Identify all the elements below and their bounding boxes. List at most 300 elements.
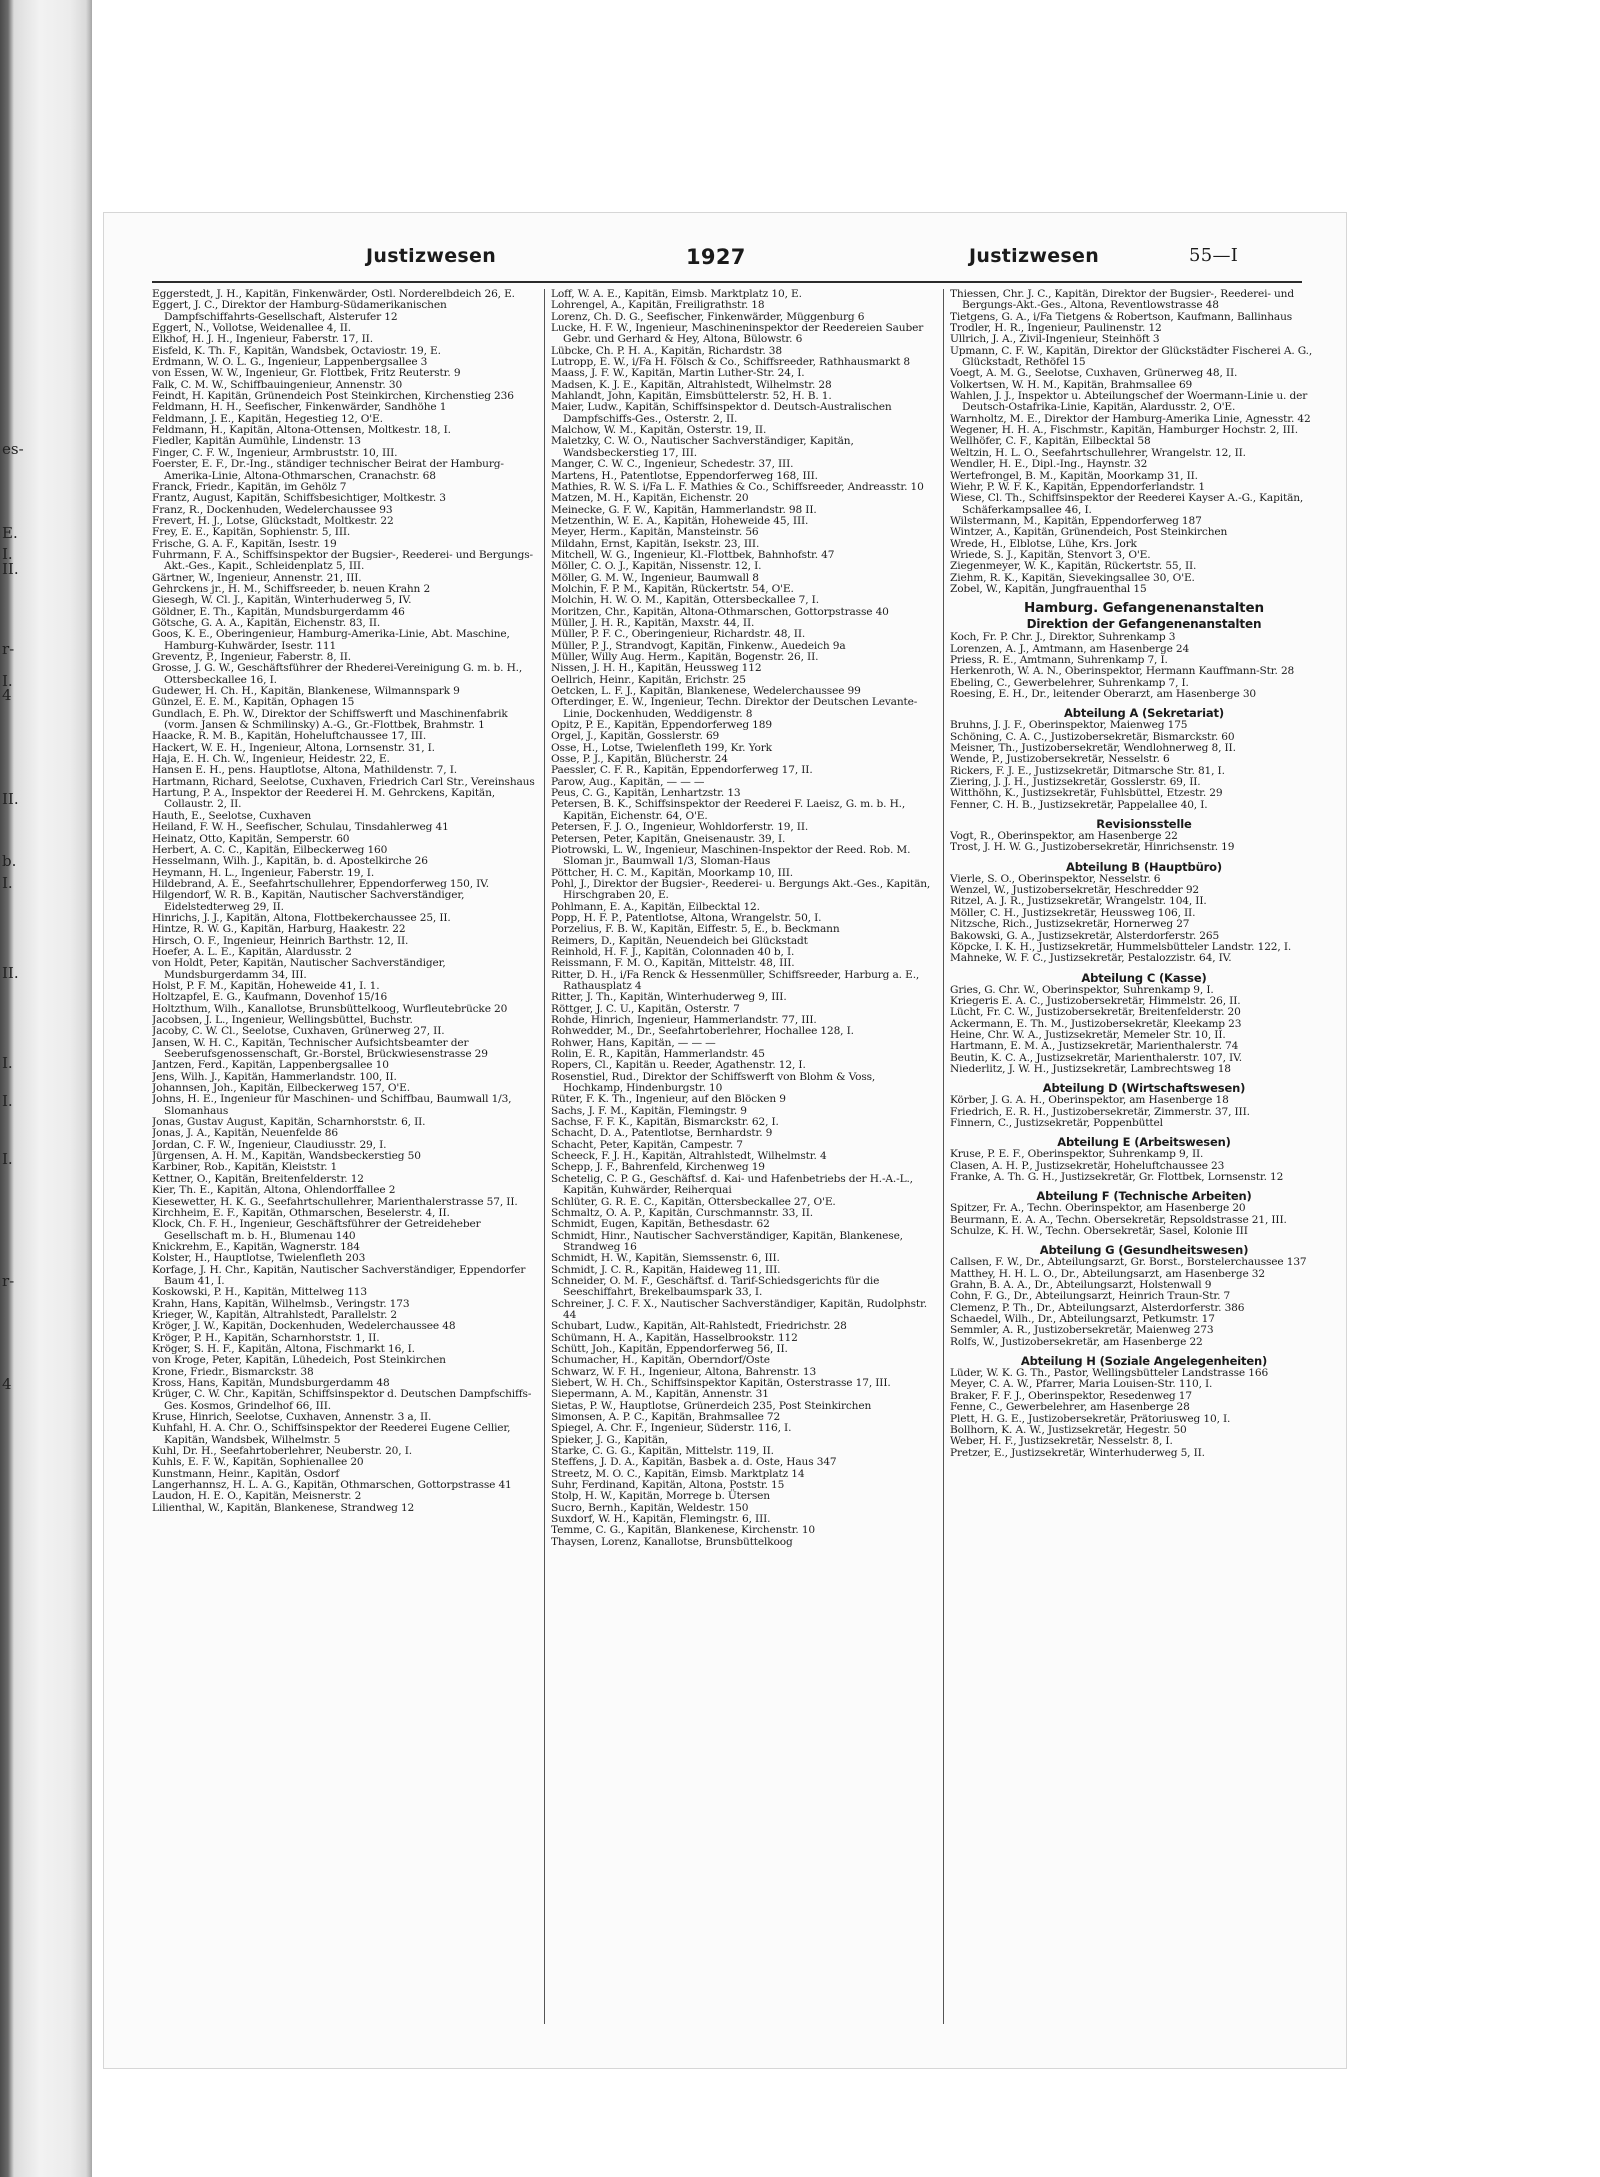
column-1	[152, 289, 536, 1514]
directory-entry: Warnholtz, M. E., Direktor der Hamburg-Amerika Linie, Agnesstr. 42	[950, 412, 1311, 425]
directory-entry: von Essen, W. W., Ingenieur, Gr. Flottbek, Fritz Reuterstr. 9	[152, 367, 461, 380]
directory-entry: Molchin, F. P. M., Kapitän, Rückertstr. 54, O'E.	[551, 582, 794, 595]
directory-entry: Foerster, E. F., Dr.-Ing., ständiger technischer Beirat der Hamburg-Amerika-Linie, Altona-Othmarschen, Cranachstr. 68	[152, 458, 504, 482]
directory-entry: Lucke, H. F. W., Ingenieur, Maschineninspektor der Reedereien Sauber Gebr. und Gerhard & Hey, Altona, Bülowstr. 6	[551, 322, 924, 346]
directory-entry: Hartmann, E. M. A., Justizsekretär, Marienthalerstr. 74	[950, 1040, 1239, 1053]
directory-entry: Schmaltz, O. A. P., Kapitän, Curschmannstr. 33, II.	[551, 1206, 813, 1219]
directory-entry: Siepermann, A. M., Kapitän, Annenstr. 31	[551, 1388, 769, 1401]
section-heading: Abteilung H (Soziale Angelegenheiten)	[1020, 1354, 1268, 1369]
directory-entry: Reimers, D., Kapitän, Neuendeich bei Glückstadt	[551, 934, 808, 947]
directory-entry: Osse, H., Lotse, Twielenfleth 199, Kr. York	[551, 741, 772, 754]
directory-entry: Krone, Friedr., Bismarckstr. 38	[152, 1365, 314, 1378]
column-divider	[943, 289, 944, 2024]
directory-entry: Tietgens, G. A., i/Fa Tietgens & Robertson, Kaufmann, Ballinhaus	[950, 310, 1293, 323]
directory-entry: Loff, W. A. E., Kapitän, Eimsb. Marktplatz 10, E.	[551, 289, 802, 300]
directory-entry: Reissmann, F. M. O., Kapitän, Mittelstr. 48, III.	[551, 957, 795, 970]
directory-entry: Finger, C. F. W., Ingenieur, Armbruststr. 10, III.	[152, 446, 398, 459]
directory-entry: Greventz, P., Ingenieur, Faberstr. 8, II.	[152, 651, 351, 663]
directory-entry: Holtzthum, Wilh., Kanallotse, Brunsbüttelkoog, Wurfleutebrücke 20	[152, 1002, 508, 1015]
directory-entry: Göldner, E. Th., Kapitän, Mundsburgerdamm 46	[152, 605, 405, 618]
directory-entry: Krüger, C. W. Chr., Kapitän, Schiffsinspektor d. Deutschen Dampfschiffs-Ges. Kosmos, Grindelhof 66, III.	[152, 1388, 532, 1412]
directory-entry: Scheeck, F. J. H., Kapitän, Altrahlstedt, Wilhelmstr. 4	[551, 1150, 827, 1163]
column-2	[551, 289, 935, 1548]
directory-entry: Heinatz, Otto, Kapitän, Semperstr. 60	[152, 832, 350, 845]
directory-entry: Eggert, N., Vollotse, Weidenallee 4, II.	[152, 322, 351, 335]
directory-entry: Heymann, H. L., Ingenieur, Faberstr. 19, I.	[152, 866, 375, 879]
directory-entry: Körber, J. G. A. H., Oberinspektor, am Hasenberge 18	[950, 1094, 1229, 1107]
directory-entry: Priess, R. E., Amtmann, Suhrenkamp 7, I.	[950, 653, 1168, 666]
directory-entry: Klock, Ch. F. H., Ingenieur, Geschäftsführer der Getreideheber Gesellschaft m. b. H., Blumenau 140	[152, 1218, 481, 1242]
directory-entry: Karbiner, Rob., Kapitän, Kleiststr. 1	[152, 1161, 338, 1174]
margin-mark: b.	[2, 852, 17, 870]
directory-entry: Fuhrmann, F. A., Schiffsinspektor der Bugsier-, Reederei- und Bergungs-Akt.-Ges., Kapit., Schleidenplatz 5, III.	[152, 548, 533, 573]
directory-entry: Hintze, R. W. G., Kapitän, Harburg, Haakestr. 22	[152, 923, 406, 936]
directory-entry: Ropers, Cl., Kapitän u. Reeder, Agathenstr. 12, I.	[551, 1059, 806, 1072]
directory-entry: Schlüter, G. R. E. C., Kapitän, Ottersbeckallee 27, O'E.	[551, 1195, 836, 1208]
directory-entry: Krahn, Hans, Kapitän, Wilhelmsb., Veringstr. 173	[152, 1297, 410, 1310]
section-heading: Direktion der Gefangenenanstalten	[1026, 617, 1262, 632]
directory-entry: Opitz, P. E., Kapitän, Eppendorferweg 189	[551, 719, 772, 732]
directory-entry: Starke, C. G. G., Kapitän, Mittelstr. 119, II.	[551, 1445, 774, 1458]
margin-mark: II.	[2, 964, 19, 982]
directory-entry: Petersen, B. K., Schiffsinspektor der Reederei F. Laeisz, G. m. b. H., Kapitän, Eichenstr. 64, O'E.	[551, 798, 906, 822]
directory-entry: Thaysen, Lorenz, Kanallotse, Brunsbüttelkoog	[551, 1535, 793, 1548]
directory-entry: Sietas, P. W., Hauptlotse, Grünerdeich 235, Post Steinkirchen	[551, 1399, 872, 1412]
directory-entry: Haacke, R. M. B., Kapitän, Hoheluftchaussee 17, III.	[152, 730, 427, 743]
directory-entry: Spiegel, A. Chr. F., Ingenieur, Süderstr. 116, I.	[551, 1422, 792, 1435]
directory-entry: Jantzen, Ferd., Kapitän, Lappenbergsallee 10	[152, 1059, 389, 1072]
directory-entry: Schaedel, Wilh., Dr., Abteilungsarzt, Petkumstr. 17	[950, 1313, 1215, 1326]
directory-entry: Ullrich, J. A., Zivil-Ingenieur, Steinhöft 3	[950, 333, 1160, 346]
directory-entry: Hilgendorf, W. R. B., Kapitän, Nautischer Sachverständiger, Eidelstedterweg 29, II.	[152, 889, 465, 913]
directory-entry: Pöttcher, H. C. M., Kapitän, Moorkamp 10, III.	[551, 866, 794, 879]
directory-entry: Johannsen, Joh., Kapitän, Eilbeckerweg 157, O'E.	[152, 1082, 410, 1095]
directory-entry: Ziehm, R. K., Kapitän, Sievekingsallee 30, O'E.	[950, 571, 1195, 584]
directory-entry: Schümann, H. A., Kapitän, Hasselbrookstr. 112	[551, 1331, 798, 1344]
directory-entry: Bruhns, J. J. F., Oberinspektor, Maienweg 175	[950, 719, 1188, 732]
directory-entry: Köpcke, I. K. H., Justizsekretär, Hummelsbütteler Landstr. 122, I.	[950, 940, 1292, 953]
directory-entry: Malchow, W. M., Kapitän, Osterstr. 19, II.	[551, 424, 767, 437]
directory-entry: Rüter, F. K. Th., Ingenieur, auf den Blöcken 9	[551, 1093, 786, 1106]
directory-entry: Herbert, A. C. C., Kapitän, Eilbeckerweg 160	[152, 843, 388, 856]
directory-entry: Oetcken, L. F. J., Kapitän, Blankenese, Wedelerchaussee 99	[551, 685, 861, 698]
directory-entry: Trodler, H. R., Ingenieur, Paulinenstr. 12	[950, 322, 1162, 335]
directory-entry: Trost, J. H. W. G., Justizobersekretär, Hinrichsenstr. 19	[950, 841, 1235, 854]
directory-entry: Jonas, Gustav August, Kapitän, Scharnhorststr. 6, II.	[152, 1116, 426, 1129]
directory-entry: Gehrckens jr., H. M., Schiffsreeder, b. neuen Krahn 2	[152, 582, 431, 595]
directory-entry: Möller, C. H., Justizsekretär, Heussweg 106, II.	[950, 906, 1196, 919]
directory-entry: von Kroge, Peter, Kapitän, Lühedeich, Post Steinkirchen	[152, 1354, 446, 1367]
section-heading: Revisionsstelle	[1096, 817, 1192, 832]
directory-entry: Wintzer, A., Kapitän, Grünendeich, Post Steinkirchen	[950, 526, 1228, 539]
directory-entry: Siebert, W. H. Ch., Schiffsinspektor Kapitän, Osterstrasse 17, III.	[551, 1377, 891, 1389]
header-right-title: Justizwesen	[969, 245, 1100, 267]
directory-entry: Kröger, P. H., Kapitän, Scharnhorststr. 1, II.	[152, 1331, 380, 1344]
directory-entry: Herkenroth, W. A. N., Oberinspektor, Hermann Kauffmann-Str. 28	[950, 665, 1295, 678]
section-heading: Abteilung C (Kasse)	[1081, 970, 1207, 985]
directory-entry: Zobel, W., Kapitän, Jungfrauenthal 15	[950, 582, 1147, 595]
section-heading: Abteilung A (Sekretariat)	[1064, 706, 1224, 721]
directory-entry: Feldmann, H. H., Seefischer, Finkenwärder, Sandhöhe 1	[152, 401, 447, 414]
directory-entry: Lohrengel, A., Kapitän, Freiligrathstr. 18	[551, 299, 765, 312]
directory-entry: Schumacher, H., Kapitän, Oberndorf/Oste	[551, 1354, 770, 1367]
directory-entry: Braker, F. F. J., Oberinspektor, Resedenweg 17	[950, 1389, 1192, 1402]
directory-entry: Schacht, Peter, Kapitän, Campestr. 7	[551, 1138, 743, 1151]
directory-entry: Pretzer, E., Justizsekretär, Winterhuderweg 5, II.	[950, 1446, 1205, 1459]
directory-entry: Giesegh, W. Cl. J., Kapitän, Winterhuderweg 5, IV.	[152, 594, 412, 607]
directory-entry: Kolster, H., Hauptlotse, Twielenfleth 203	[152, 1252, 366, 1265]
directory-entry: Rosenstiel, Rud., Direktor der Schiffswerft von Blohm & Voss, Hochkamp, Hindenburgstr. 10	[551, 1070, 876, 1095]
directory-entry: Gundlach, E. Ph. W., Direktor der Schiffswerft und Maschinenfabrik (vorm. Jansen & Schmilinsky) A.-G., Gr.-Flottbek, Brahmstr. 1	[152, 707, 508, 732]
directory-entry: Lorenz, Ch. D. G., Seefischer, Finkenwärder, Müggenburg 6	[551, 310, 865, 323]
directory-entry: Koskowski, P. H., Kapitän, Mittelweg 113	[152, 1286, 367, 1299]
directory-entry: Voegt, A. M. G., Seelotse, Cuxhaven, Grünerweg 48, II.	[950, 367, 1238, 380]
directory-entry: Weltzin, H. L. O., Seefahrtschullehrer, Wrangelstr. 12, II.	[950, 446, 1246, 459]
directory-entry: Wiese, Cl. Th., Schiffsinspektor der Reederei Kayser A.-G., Kapitän, Schäferkampsallee 46, I.	[950, 492, 1304, 516]
directory-entry: Maier, Ludw., Kapitän, Schiffsinspektor d. Deutsch-Australischen Dampfschiffs-Ges., Osterstr. 2, II.	[551, 401, 892, 425]
directory-entry: Schubart, Ludw., Kapitän, Alt-Rahlstedt, Friedrichstr. 28	[551, 1320, 847, 1333]
directory-entry: Petersen, Peter, Kapitän, Gneisenaustr. 39, I.	[551, 832, 786, 845]
directory-entry: Clemenz, P. Th., Dr., Abteilungsarzt, Alsterdorferstr. 386	[950, 1301, 1245, 1314]
margin-mark: II.	[2, 560, 19, 578]
directory-entry: Upmann, C. F. W., Kapitän, Direktor der Glückstädter Fischerei A. G., Glückstadt, Rethöfel 15	[950, 344, 1313, 369]
directory-entry: Schepp, J. F., Bahrenfeld, Kirchenweg 19	[551, 1161, 765, 1174]
directory-entry: Witthöhn, K., Justizsekretär, Fuhlsbüttel, Etzestr. 29	[950, 787, 1223, 800]
directory-entry: Clasen, A. H. P., Justizsekretär, Hoheluftchaussee 23	[950, 1159, 1225, 1172]
directory-entry: Falk, C. M. W., Schiffbauingenieur, Annenstr. 30	[152, 378, 403, 391]
directory-entry: Parow, Aug., Kapitän, — — —	[551, 775, 705, 788]
directory-entry: Hinrichs, J. J., Kapitän, Altona, Flottbekerchaussee 25, II.	[152, 911, 451, 924]
directory-entry: Meisner, Th., Justizobersekretär, Wendlohnerweg 8, II.	[950, 742, 1236, 755]
directory-entry: Sachse, F. F. K., Kapitän, Bismarckstr. 62, I.	[551, 1116, 779, 1129]
directory-entry: Kiesewetter, H. K. G., Seefahrtschullehrer, Marienthalerstrasse 57, II.	[152, 1195, 518, 1208]
directory-entry: Götsche, G. A. A., Kapitän, Eichenstr. 83, II.	[152, 616, 381, 629]
directory-entry: Müller, J. H. R., Kapitän, Maxstr. 44, II.	[551, 616, 755, 629]
header-year: 1927	[686, 245, 746, 269]
directory-entry: Eggert, J. C., Direktor der Hamburg-Südamerikanischen Dampfschiffahrts-Gesellschaft, Alsterufer 12	[152, 299, 447, 323]
directory-entry: Hartmann, Richard, Seelotse, Cuxhaven, Friedrich Carl Str., Vereinshaus	[152, 775, 535, 788]
directory-entry: Metzenthin, W. E. A., Kapitän, Hoheweide 45, III.	[551, 514, 809, 527]
directory-entry: Paessler, C. F. R., Kapitän, Eppendorferweg 17, II.	[551, 764, 813, 777]
directory-entry: Ofterdinger, E. W., Ingenieur, Techn. Direktor der Deutschen Levante-Linie, Dockenhuden, Weddigenstr. 8	[551, 696, 918, 720]
directory-entry: Oellrich, Heinr., Kapitän, Erichstr. 25	[551, 673, 746, 686]
directory-entry: Jacobsen, J. L., Ingenieur, Wellingsbüttel, Buchstr.	[152, 1014, 413, 1026]
directory-entry: Wellhöfer, C. F., Kapitän, Eilbecktal 58	[950, 435, 1151, 448]
directory-entry: Martens, H., Patentlotse, Eppendorferweg 168, III.	[551, 469, 818, 482]
margin-mark: I.	[2, 1054, 13, 1072]
directory-entry: Franz, R., Dockenhuden, Wedelerchaussee 93	[152, 503, 393, 516]
directory-entry: Jansen, W. H. C., Kapitän, Technischer Aufsichtsbeamter der Seeberufsgenossenschaft, Gr.-Borstel, Brückwiesenstrasse 29	[152, 1036, 488, 1061]
directory-entry: Stolp, H. W., Kapitän, Morrege b. Ütersen	[551, 1490, 770, 1503]
directory-entry: Jens, Wilh. J., Kapitän, Hammerlandstr. 100, II.	[152, 1070, 397, 1083]
directory-entry: Krieger, W., Kapitän, Altrahlstedt, Parallelstr. 2	[152, 1308, 397, 1321]
directory-entry: Ackermann, E. Th. M., Justizobersekretär, Kleekamp 23	[950, 1017, 1242, 1030]
directory-entry: Hesselmann, Wilh. J., Kapitän, b. d. Apostelkirche 26	[152, 855, 428, 868]
directory-entry: Volkertsen, W. H. M., Kapitän, Brahmsallee 69	[950, 378, 1193, 391]
directory-entry: Niederlitz, J. W. H., Justizsekretär, Lambrechtsweg 18	[950, 1062, 1231, 1075]
directory-entry: Sachs, J. F. M., Kapitän, Flemingstr. 9	[551, 1104, 747, 1117]
directory-entry: Kuhfahl, H. A. Chr. O., Schiffsinspektor der Reederei Eugene Cellier, Kapitän, Wandsbek, Wilhelmstr. 5	[152, 1422, 511, 1446]
section-heading: Abteilung F (Technische Arbeiten)	[1036, 1189, 1252, 1204]
margin-mark: 4	[2, 686, 12, 704]
directory-entry: Temme, C. G., Kapitän, Blankenese, Kirchenstr. 10	[551, 1524, 815, 1537]
directory-entry: Manger, C. W. C., Ingenieur, Schedestr. 37, III.	[551, 458, 794, 471]
directory-entry: Wahlen, J. J., Inspektor u. Abteilungschef der Woermann-Linie u. der Deutsch-Ostafrika-Linie, Kapitän, Alardusstr. 2, O'E.	[950, 390, 1308, 414]
directory-entry: Gries, G. Chr. W., Oberinspektor, Suhrenkamp 9, I.	[950, 983, 1214, 996]
directory-entry: Wendler, H. E., Dipl.-Ing., Haynstr. 32	[950, 458, 1148, 471]
directory-entry: Osse, P. J., Kapitän, Blücherstr. 24	[551, 753, 728, 766]
directory-entry: Gudewer, H. Ch. H., Kapitän, Blankenese, Wilmannspark 9	[152, 685, 460, 698]
directory-entry: Lücht, Fr. C. W., Justizobersekretär, Breitenfelderstr. 20	[950, 1006, 1241, 1019]
directory-entry: von Holdt, Peter, Kapitän, Nautischer Sachverständiger, Mundsburgerdamm 34, III.	[152, 957, 446, 981]
directory-entry: Heine, Chr. W. A., Justizsekretär, Memeler Str. 10, II.	[950, 1028, 1226, 1041]
directory-entry: Matthey, H. H. L. O., Dr., Abteilungsarzt, am Hasenberge 32	[950, 1267, 1265, 1280]
directory-entry: Rohde, Hinrich, Ingenieur, Hammerlandstr. 77, III.	[551, 1014, 817, 1026]
directory-entry: Nissen, J. H. H., Kapitän, Heussweg 112	[551, 662, 762, 675]
directory-entry: Meinecke, G. F. W., Kapitän, Hammerlandstr. 98 II.	[551, 503, 817, 516]
directory-entry: Hoefer, A. L. E., Kapitän, Alardusstr. 2	[152, 945, 352, 958]
directory-entry: Wertefrongel, B. M., Kapitän, Moorkamp 31, II.	[950, 469, 1198, 482]
directory-entry: Kunstmann, Heinr., Kapitän, Osdorf	[152, 1467, 340, 1480]
directory-entry: Thiessen, Chr. J. C., Kapitän, Direktor der Bugsier-, Reederei- und Bergungs-Akt.-Ges., Altona, Reventlowstrasse 48	[950, 289, 1294, 312]
margin-mark: 4	[2, 1375, 12, 1393]
directory-entry: Frische, G. A. F., Kapitän, Isestr. 19	[152, 537, 337, 550]
directory-entry: Weber, H. F., Justizsekretär, Nesselstr. 8, I.	[950, 1435, 1173, 1448]
directory-entry: Bakowski, G. A., Justizsekretär, Alsterdorferstr. 265	[950, 929, 1220, 942]
directory-entry: Plett, H. G. E., Justizobersekretär, Prätoriusweg 10, I.	[950, 1412, 1231, 1425]
directory-entry: Schneider, O. M. F., Geschäftsf. d. Tarif-Schiedsgerichts für die Seeschiffahrt, Brekelbaumspark 33, I.	[551, 1274, 880, 1299]
directory-entry: Nitzsche, Rich., Justizsekretär, Hornerweg 27	[950, 918, 1190, 931]
directory-entry: Ritter, J. Th., Kapitän, Winterhuderweg 9, III.	[551, 991, 787, 1004]
directory-entry: Schreiner, J. C. F. X., Nautischer Sachverständiger, Kapitän, Rudolphstr. 44	[551, 1297, 927, 1321]
directory-entry: Schetelig, C. P. G., Geschäftsf. d. Kai- und Hafenbetriebs der H.-A.-L., Kapitän, Kuhwärder, Reiherquai	[551, 1172, 913, 1197]
section-heading: Abteilung G (Gesundheitswesen)	[1039, 1243, 1249, 1258]
page-header	[104, 245, 1346, 275]
directory-entry: Beurmann, E. A. A., Techn. Obersekretär, Repsoldstrasse 21, III.	[950, 1213, 1287, 1226]
directory-entry: Fenner, C. H. B., Justizsekretär, Pappelallee 40, I.	[950, 798, 1208, 811]
directory-entry: Fenne, C., Gewerbelehrer, am Hasenberge 28	[950, 1401, 1190, 1414]
directory-entry: Möller, C. O. J., Kapitän, Nissenstr. 12, I.	[551, 560, 762, 573]
directory-entry: Sucro, Bernh., Kapitän, Weldestr. 150	[551, 1501, 749, 1514]
directory-entry: Frantz, August, Kapitän, Schiffsbesichtiger, Moltkestr. 3	[152, 492, 446, 505]
directory-entry: Röttger, J. C. U., Kapitän, Osterstr. 7	[551, 1002, 740, 1015]
directory-entry: Pohl, J., Direktor der Bugsier-, Reederei- u. Bergungs Akt.-Ges., Kapitän, Hirschgraben 20, E.	[551, 877, 931, 902]
column-divider	[544, 289, 545, 2024]
directory-entry: Franck, Friedr., Kapitän, im Gehölz 7	[152, 480, 347, 493]
directory-entry: Holst, P. F. M., Kapitän, Hoheweide 41, I. 1.	[152, 979, 380, 992]
directory-entry: Kross, Hans, Kapitän, Mundsburgerdamm 48	[152, 1377, 390, 1389]
directory-entry: Schmidt, Hinr., Nautischer Sachverständiger, Kapitän, Blankenese, Strandweg 16	[551, 1229, 903, 1253]
directory-entry: Suxdorf, W. H., Kapitän, Flemingstr. 6, III.	[551, 1513, 771, 1526]
directory-entry: Rohwedder, M., Dr., Seefahrtoberlehrer, Hochallee 128, I.	[551, 1025, 854, 1038]
directory-entry: Hackert, W. E. H., Ingenieur, Altona, Lornsenstr. 31, I.	[152, 741, 435, 754]
directory-entry: Piotrowski, L. W., Ingenieur, Maschinen-Inspektor der Reed. Rob. M. Sloman jr., Baumwall 1/3, Sloman-Haus	[551, 843, 911, 868]
directory-entry: Eisfeld, K. Th. F., Kapitän, Wandsbek, Octaviostr. 19, E.	[152, 344, 441, 357]
directory-entry: Wende, P., Justizobersekretär, Nesselstr. 6	[950, 753, 1170, 766]
directory-entry: Finnern, C., Justizsekretär, Poppenbüttel	[950, 1116, 1163, 1129]
directory-entry: Wrede, H., Elblotse, Lühe, Krs. Jork	[950, 537, 1137, 550]
directory-entry: Wriede, S. J., Kapitän, Stenvort 3, O'E.	[950, 548, 1151, 561]
directory-entry: Kirchheim, E. F., Kapitän, Othmarschen, Beselerstr. 4, II.	[152, 1206, 450, 1219]
directory-entry: Rolfs, W., Justizobersekretär, am Hasenberge 22	[950, 1335, 1203, 1348]
margin-mark: E.	[2, 524, 18, 542]
directory-entry: Wegener, H. H. A., Fischmstr., Kapitän, Hamburger Hochstr. 2, III.	[950, 424, 1298, 437]
directory-entry: Meyer, Herm., Kapitän, Mansteinstr. 56	[551, 526, 759, 539]
margin-mark: I.	[2, 874, 13, 892]
directory-entry: Mathies, R. W. S. i/Fa L. F. Mathies & Co., Schiffsreeder, Andreasstr. 10	[551, 480, 924, 493]
directory-entry: Laudon, H. E. O., Kapitän, Meisnerstr. 2	[152, 1490, 362, 1503]
directory-entry: Simonsen, A. P. C., Kapitän, Brahmsallee 72	[551, 1411, 781, 1424]
directory-entry: Madsen, K. J. E., Kapitän, Altrahlstedt, Wilhelmstr. 28	[551, 378, 832, 391]
directory-entry: Orgel, J., Kapitän, Gosslerstr. 69	[551, 730, 720, 743]
directory-entry: Kuhl, Dr. H., Seefahrtoberlehrer, Neuberstr. 20, I.	[152, 1445, 412, 1458]
directory-entry: Spieker, J. G., Kapitän,	[551, 1433, 668, 1446]
directory-entry: Franke, A. Th. G. H., Justizsekretär, Gr. Flottbek, Lornsenstr. 12	[950, 1171, 1284, 1183]
directory-entry: Meyer, C. A. W., Pfarrer, Maria Louisen-Str. 110, I.	[950, 1378, 1213, 1391]
directory-entry: Peus, C. G., Kapitän, Lenhartzstr. 13	[551, 787, 741, 800]
directory-entry: Heiland, F. W. H., Seefischer, Schulau, Tinsdahlerweg 41	[152, 821, 449, 834]
directory-entry: Schmidt, J. C. R., Kapitän, Haideweg 11, III.	[551, 1263, 781, 1276]
directory-entry: Pohlmann, E. A., Kapitän, Eilbecktal 12.	[551, 900, 760, 913]
directory-entry: Hauth, E., Seelotse, Cuxhaven	[152, 809, 312, 822]
directory-entry: Callsen, F. W., Dr., Abteilungsarzt, Gr. Borst., Borstelerchaussee 137	[950, 1256, 1307, 1269]
directory-entry: Schmidt, Eugen, Kapitän, Bethesdastr. 62	[551, 1218, 770, 1231]
directory-entry: Friedrich, E. R. H., Justizobersekretär, Zimmerstr. 37, III.	[950, 1105, 1250, 1118]
directory-entry: Moritzen, Chr., Kapitän, Altona-Othmarschen, Gottorpstrasse 40	[551, 605, 889, 618]
directory-entry: Frevert, H. J., Lotse, Glückstadt, Moltkestr. 22	[152, 514, 394, 527]
directory-entry: Ziering, J. J. H., Justizsekretär, Gosslerstr. 69, II.	[950, 776, 1201, 789]
directory-entry: Jürgensen, A. H. M., Kapitän, Wandsbeckerstieg 50	[152, 1150, 421, 1163]
directory-entry: Suhr, Ferdinand, Kapitän, Altona, Poststr. 15	[551, 1479, 785, 1492]
directory-entry: Ritter, D. H., i/Fa Renck & Hessenmüller, Schiffsreeder, Harburg a. E., Rathausplatz 4	[551, 968, 920, 992]
directory-entry: Schacht, D. A., Patentlotse, Bernhardstr. 9	[551, 1127, 773, 1140]
directory-entry: Molchin, H. W. O. M., Kapitän, Ottersbeckallee 7, I.	[551, 594, 819, 607]
directory-entry: Mahneke, W. F. C., Justizsekretär, Pestalozzistr. 64, IV.	[950, 952, 1232, 965]
directory-entry: Kröger, J. W., Kapitän, Dockenhuden, Wedelerchaussee 48	[152, 1320, 456, 1333]
directory-entry: Schütt, Joh., Kapitän, Eppendorferweg 56, II.	[551, 1342, 788, 1355]
directory-entry: Schulze, K. H. W., Techn. Obersekretär, Sasel, Kolonie III	[950, 1225, 1248, 1238]
directory-entry: Schwarz, W. F. H., Ingenieur, Altona, Bahrenstr. 13	[551, 1365, 817, 1378]
directory-entry: Schöning, C. A. C., Justizobersekretär, Bismarckstr. 60	[950, 730, 1235, 743]
directory-entry: Grosse, J. G. W., Geschäftsführer der Rhederei-Vereinigung G. m. b. H., Ottersbeckallee 16, I.	[152, 662, 523, 686]
directory-entry: Fiedler, Kapitän Aumühle, Lindenstr. 13	[152, 435, 361, 448]
directory-entry: Hansen E. H., pens. Hauptlotse, Altona, Mathildenstr. 7, I.	[152, 764, 457, 777]
directory-entry: Steffens, J. D. A., Kapitän, Basbek a. d. Oste, Haus 347	[551, 1456, 837, 1469]
directory-entry: Maass, J. F. W., Kapitän, Martin Luther-Str. 24, I.	[551, 367, 805, 380]
directory-entry: Kriegeris E. A. C., Justizobersekretär, Himmelstr. 26, II.	[950, 994, 1241, 1007]
margin-mark: II.	[2, 790, 19, 808]
directory-entry: Mahlandt, John, Kapitän, Eimsbüttelerstr. 52, H. B. 1.	[551, 390, 832, 403]
directory-entry: Wilstermann, M., Kapitän, Eppendorferweg 187	[950, 514, 1202, 527]
directory-entry: Mitchell, W. G., Ingenieur, Kl.-Flottbek, Bahnhofstr. 47	[551, 548, 835, 561]
directory-entry: Rolin, E. R., Kapitän, Hammerlandstr. 45	[551, 1048, 765, 1061]
directory-entry: Kruse, Hinrich, Seelotse, Cuxhaven, Annenstr. 3 a, II.	[152, 1411, 432, 1424]
directory-entry: Elkhof, H. J. H., Ingenieur, Faberstr. 17, II.	[152, 333, 373, 346]
directory-entry: Feldmann, H., Kapitän, Altona-Ottensen, Moltkestr. 18, I.	[152, 424, 451, 437]
directory-entry: Erdmann, W. O. L. G., Ingenieur, Lappenbergsallee 3	[152, 356, 428, 369]
margin-mark: r-	[2, 1272, 15, 1290]
header-rule	[152, 281, 1302, 283]
directory-entry: Ebeling, C., Gewerbelehrer, Suhrenkamp 7, I.	[950, 676, 1189, 689]
directory-entry: Haja, E. H. Ch. W., Ingenieur, Heidestr. 22, E.	[152, 753, 390, 766]
directory-entry: Frey, E. E., Kapitän, Sophienstr. 5, III.	[152, 526, 351, 539]
directory-entry: Wenzel, W., Justizobersekretär, Heschredder 92	[950, 884, 1199, 897]
directory-entry: Feldmann, J. E., Kapitän, Hegestieg 12, O'E.	[152, 412, 383, 425]
directory-entry: Kröger, S. H. F., Kapitän, Altona, Fischmarkt 16, I.	[152, 1342, 415, 1355]
directory-entry: Popp, H. F. P., Patentlotse, Altona, Wrangelstr. 50, I.	[551, 911, 822, 924]
directory-entry: Spitzer, Fr. A., Techn. Oberinspektor, am Hasenberge 20	[950, 1202, 1246, 1215]
directory-entry: Hartung, P. A., Inspektor der Reederei H. M. Gehrckens, Kapitän, Collaustr. 2, II.	[152, 787, 495, 811]
directory-entry: Lorenzen, A. J., Amtmann, am Hasenberge 24	[950, 642, 1190, 655]
directory-entry: Reinhold, H. F. J., Kapitän, Colonnaden 40 b, I.	[551, 945, 795, 958]
directory-entry: Schmidt, H. W., Kapitän, Siemssenstr. 6, III.	[551, 1252, 780, 1265]
directory-entry: Hirsch, O. F., Ingenieur, Heinrich Barthstr. 12, II.	[152, 934, 409, 947]
directory-entry: Möller, G. M. W., Ingenieur, Baumwall 8	[551, 571, 759, 584]
section-heading: Abteilung B (Hauptbüro)	[1065, 859, 1223, 874]
header-left-title: Justizwesen	[366, 245, 497, 267]
directory-entry: Gärtner, W., Ingenieur, Annenstr. 21, III.	[152, 571, 362, 584]
directory-entry: Müller, Willy Aug. Herm., Kapitän, Bogenstr. 26, II.	[551, 651, 819, 663]
directory-entry: Lüder, W. K. G. Th., Pastor, Wellingsbütteler Landstrasse 166	[950, 1367, 1269, 1380]
directory-entry: Ziegenmeyer, W. K., Kapitän, Rückertstr. 55, II.	[950, 560, 1197, 573]
directory-entry: Jonas, J. A., Kapitän, Neuenfelde 86	[152, 1127, 338, 1140]
section-heading: Abteilung D (Wirtschaftswesen)	[1042, 1081, 1246, 1096]
directory-entry: Roesing, E. H., Dr., leitender Oberarzt, am Hasenberge 30	[950, 688, 1256, 700]
directory-entry: Knickrehm, E., Kapitän, Wagnerstr. 184	[152, 1240, 360, 1253]
directory-entry: Rickers, F. J. E., Justizsekretär, Ditmarsche Str. 81, I.	[950, 764, 1225, 777]
directory-entry: Kettner, O., Kapitän, Breitenfelderstr. 12	[152, 1172, 364, 1185]
directory-entry: Müller, P. J., Strandvogt, Kapitän, Finkenw., Auedeich 9a	[551, 639, 846, 652]
directory-entry: Feindt, H. Kapitän, Grünendeich Post Steinkirchen, Kirchenstieg 236	[152, 390, 514, 403]
directory-entry: Müller, P. F. C., Oberingenieur, Richardstr. 48, II.	[551, 628, 806, 641]
directory-entry: Porzelius, F. B. W., Kapitän, Eiffestr. 5, E., b. Beckmann	[551, 923, 840, 936]
directory-entry: Vierle, S. O., Oberinspektor, Nesselstr. 6	[950, 872, 1161, 885]
directory-entry: Kier, Th. E., Kapitän, Altona, Ohlendorffallee 2	[152, 1184, 396, 1197]
column-3	[950, 289, 1338, 1459]
directory-entry: Rohwer, Hans, Kapitän, — — —	[551, 1036, 716, 1049]
directory-entry: Vogt, R., Oberinspektor, am Hasenberge 22	[950, 830, 1178, 843]
directory-entry: Lutropp, E. W., i/Fa H. Fölsch & Co., Schiffsreeder, Rathhausmarkt 8	[551, 356, 910, 369]
directory-entry: Matzen, M. H., Kapitän, Eichenstr. 20	[551, 492, 749, 505]
margin-mark: r-	[2, 640, 15, 658]
directory-entry: Eggerstedt, J. H., Kapitän, Finkenwärder, Östl. Norderelbdeich 26, E.	[152, 289, 515, 300]
directory-entry: Petersen, F. J. O., Ingenieur, Wohldorferstr. 19, II.	[551, 821, 809, 834]
directory-entry: Beutin, K. C. A., Justizsekretär, Marienthalerstr. 107, IV.	[950, 1051, 1242, 1064]
margin-mark: I.	[2, 672, 13, 690]
directory-entry: Johns, H. E., Ingenieur für Maschinen- und Schiffbau, Baumwall 1/3, Slomanhaus	[152, 1093, 512, 1117]
directory-page	[103, 212, 1347, 2069]
directory-entry: Korfage, J. H. Chr., Kapitän, Nautischer Sachverständiger, Eppendorfer Baum 41, I.	[152, 1263, 526, 1287]
page-number: 55—I	[1189, 245, 1239, 266]
directory-entry: Jacoby, C. W. Cl., Seelotse, Cuxhaven, Grünerweg 27, II.	[152, 1025, 445, 1038]
directory-entry: Holtzapfel, E. G., Kaufmann, Dovenhof 15/16	[152, 991, 388, 1004]
directory-entry: Wiehr, P. W. F. K., Kapitän, Eppendorferlandstr. 1	[950, 480, 1206, 493]
section-heading: Hamburg. Gefangenenanstalten	[1024, 600, 1264, 617]
directory-entry: Kuhls, E. F. W., Kapitän, Sophienallee 20	[152, 1456, 364, 1469]
directory-entry: Lübcke, Ch. P. H. A., Kapitän, Richardstr. 38	[551, 344, 782, 357]
directory-entry: Jordan, C. F. W., Ingenieur, Claudiusstr. 29, I.	[152, 1138, 387, 1151]
directory-entry: Bollhorn, K. A. W., Justizsekretär, Hegestr. 50	[950, 1423, 1187, 1436]
directory-entry: Streetz, M. O. C., Kapitän, Eimsb. Marktplatz 14	[551, 1467, 805, 1480]
previous-page-margin	[2, 0, 22, 2177]
directory-entry: Grahn, B. A. A., Dr., Abteilungsarzt, Holstenwall 9	[950, 1279, 1212, 1292]
margin-mark: es-	[2, 440, 24, 458]
margin-mark: I.	[2, 545, 13, 563]
directory-entry: Günzel, E. E. M., Kapitän, Ophagen 15	[152, 696, 355, 709]
margin-mark: I.	[2, 1150, 13, 1168]
margin-mark: I.	[2, 1092, 13, 1110]
directory-entry: Goos, K. E., Oberingenieur, Hamburg-Amerika-Linie, Abt. Maschine, Hamburg-Kuhwärder, Isestr. 111	[152, 628, 510, 652]
